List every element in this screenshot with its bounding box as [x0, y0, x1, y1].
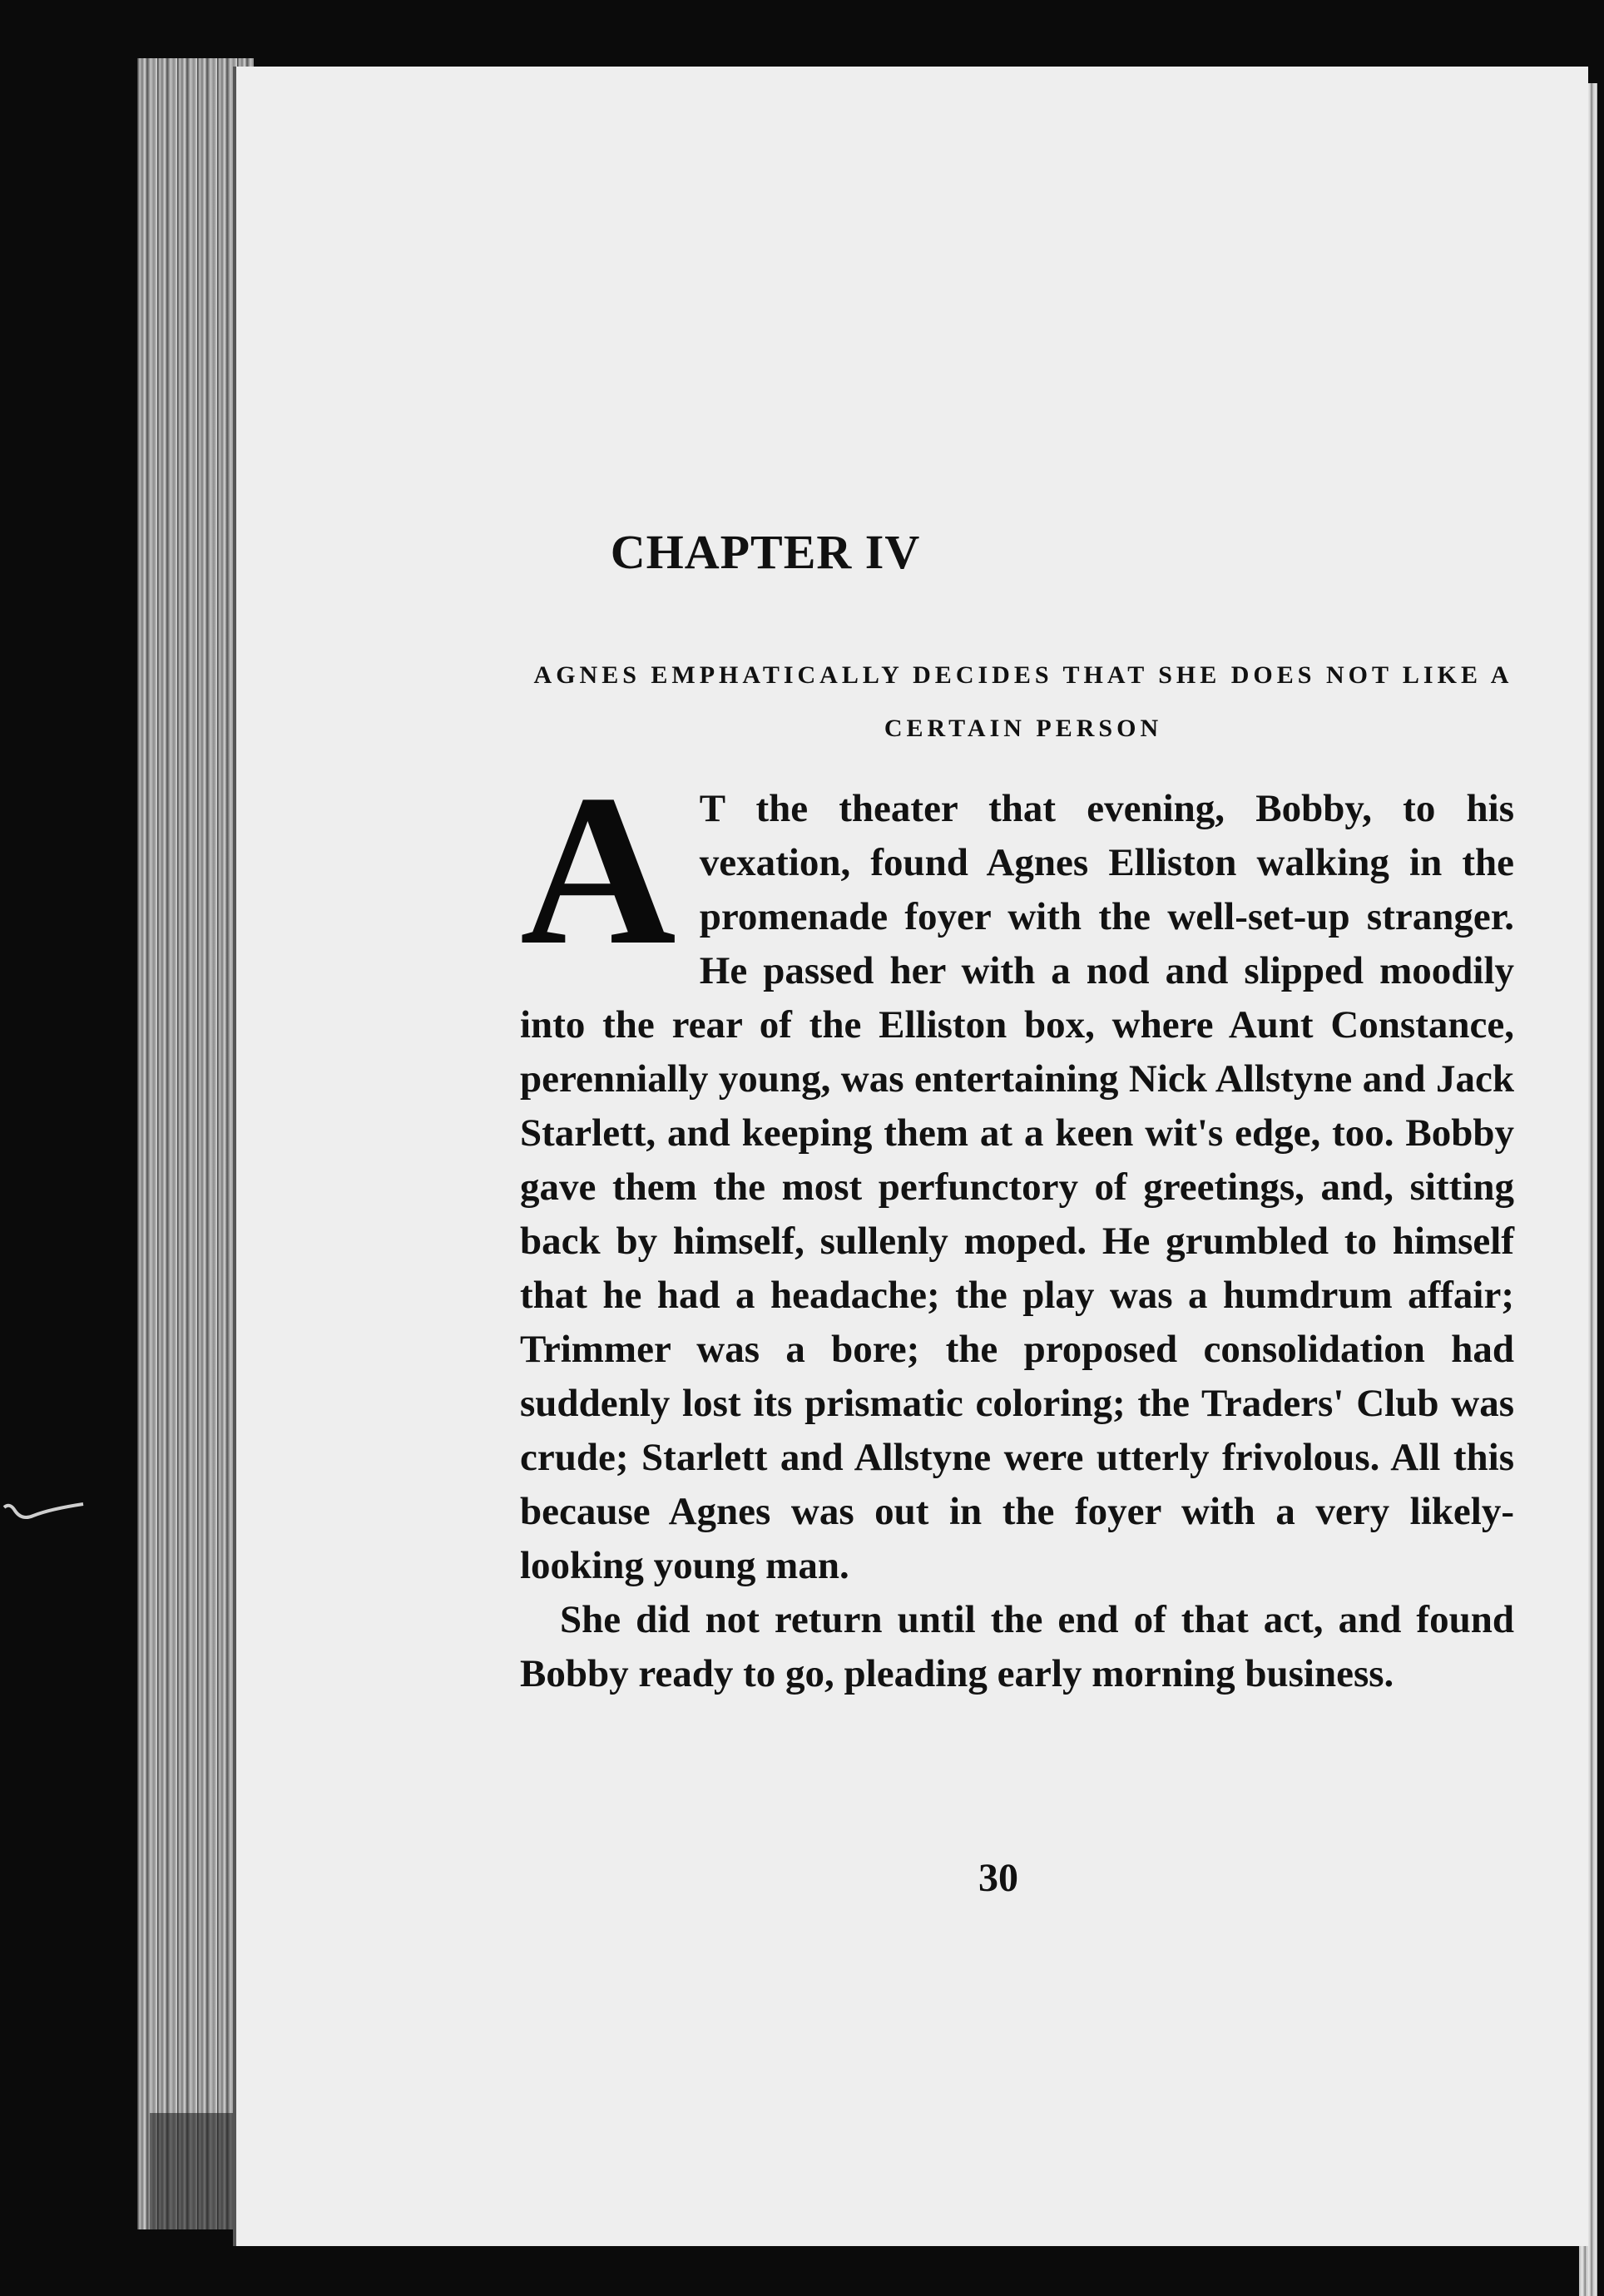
page-number: 30	[978, 1856, 1018, 1900]
chapter-subtitle: AGNES EMPHATICALLY DECIDES THAT SHE DOES NOT LIKE A CERTAIN PERSON	[533, 661, 1513, 742]
drop-cap: A	[520, 750, 676, 990]
paragraph-1	[520, 750, 1514, 1593]
stray-mark	[0, 1497, 92, 1531]
chapter-body	[520, 750, 1514, 1701]
paragraph-2: She did not return until the end of that act, and found Bobby ready to go, pleading early morning business.	[520, 1598, 1514, 1695]
paragraph-1-text: T the theater that evening, Bobby, to his vexation, found Agnes Elliston walking in the promenade foyer with the well-set-up stranger. He passed her with a nod and slipped moodily into the rear of the Elliston box, where Aunt Constance, perennially young, was entertaining Nick Allstyne and Jack Starlett, and keeping them at a keen wit's edge, too. Bobby gave them the most perfunctory of greetings, and, sitting back by himself, sullenly moped. He grumbled to himself that he had a headache; the play was a humdrum affair; Trimmer was a bore; the proposed consolidation had suddenly lost its prismatic coloring; the Traders' Club was crude; Starlett and Allstyne were utterly frivolous. All this because Agnes was out in the foyer with a very likely-looking young man.	[520, 787, 1514, 1587]
chapter-title: CHAPTER IV	[610, 525, 921, 579]
